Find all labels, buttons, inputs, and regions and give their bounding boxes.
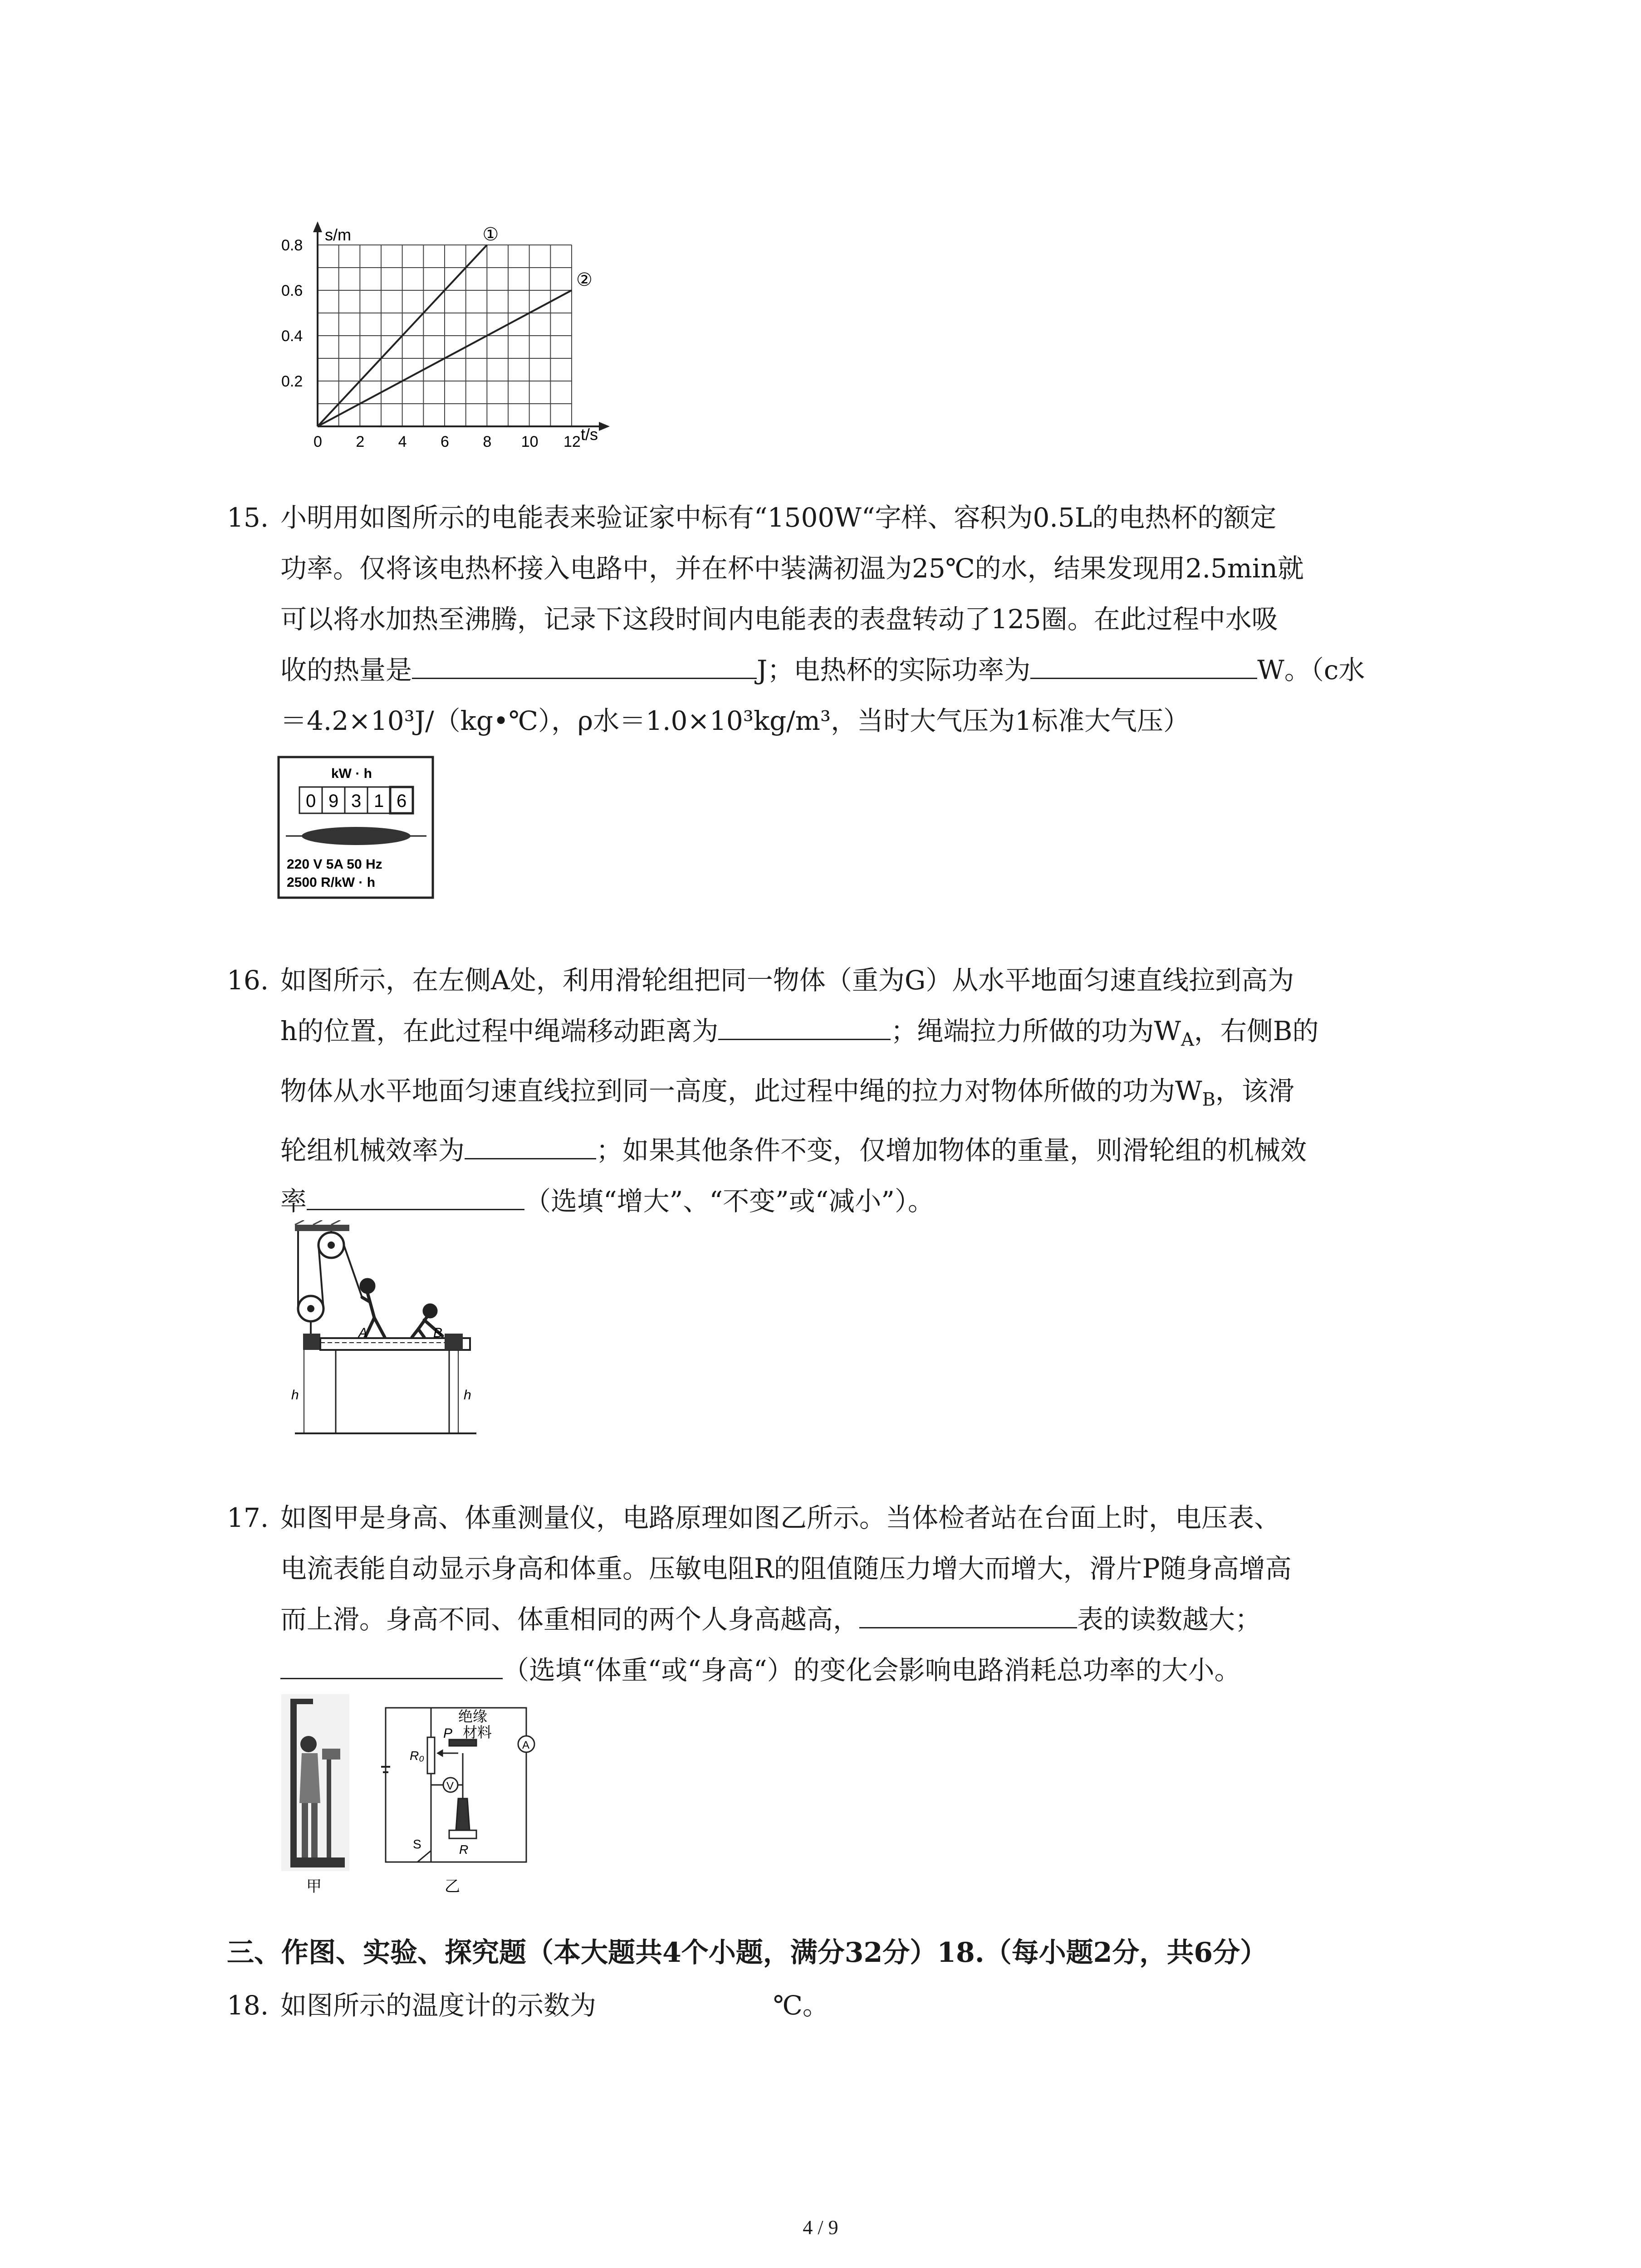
series-1-label: ① [482, 225, 499, 244]
label-h-right: h [464, 1388, 471, 1403]
q16-blank-efficiency[interactable] [465, 1131, 596, 1159]
x-tick-labels [314, 433, 581, 449]
meter-digit-3: 3 [351, 791, 362, 811]
question-16-number: 16. [227, 965, 269, 996]
meter-digit-5: 6 [397, 791, 407, 811]
meter-digits [299, 787, 413, 813]
meter-spec-1: 220 V 5A 50 Hz [287, 857, 382, 872]
q17-line-4 [280, 1645, 1505, 1696]
meter-rotating-disc [302, 827, 411, 845]
q15-line-4-a: 收的热量是 [280, 655, 412, 685]
q16-line-3-b: ，该滑 [1215, 1075, 1295, 1106]
q18-text-b: ℃。 [773, 1990, 829, 2021]
label-A: A [358, 1325, 368, 1340]
x-tick-label: 12 [563, 433, 581, 449]
y-tick-label: 0.4 [281, 327, 303, 345]
q15-line-5: ＝4.2×10³J/（kg•℃），ρ水＝1.0×10³kg/m³，当时大气压为1标准大气压） [280, 705, 1190, 736]
st-graph [254, 213, 617, 449]
q17-line-3-a: 而上滑。身高不同、体重相同的两个人身高越高， [280, 1604, 860, 1635]
graph-grid [318, 245, 572, 426]
q16-sub-B: B [1202, 1089, 1216, 1110]
q17-line-1: 如图甲是身高、体重测量仪，电路原理如图乙所示。当体检者站在台面上时，电压表、 [280, 1502, 1281, 1533]
question-18-text [280, 1980, 1505, 2031]
q16-line-1: 如图所示，在左侧A处，利用滑轮组把同一物体（重为G）从水平地面匀速直线拉到高为 [280, 965, 1294, 996]
q15-line-3: 可以将水加热至沸腾，记录下这段时间内电能表的表盘转动了125圈。在此过程中水吸 [280, 604, 1278, 635]
y-tick-label: 0.2 [281, 373, 303, 390]
q16-line-4-b: ；如果其他条件不变，仅增加物体的重量，则滑轮组的机械效 [596, 1135, 1307, 1166]
q16-blank-distance[interactable] [718, 1012, 891, 1040]
question-17-text [280, 1492, 1505, 1696]
q17-line-2: 电流表能自动显示身高和体重。压敏电阻R的阻值随压力增大而增大，滑片P随身高增高 [280, 1553, 1292, 1584]
q16-line-3-a: 物体从水平地面匀速直线拉到同一高度，此过程中绳的拉力对物体所做的功为W [280, 1075, 1202, 1106]
question-15-number: 15. [227, 502, 269, 533]
resistor-R [449, 1830, 476, 1838]
y-axis-arrow [313, 221, 322, 232]
label-insulation-1: 绝缘 [458, 1708, 488, 1725]
x-axis-label: t/s [581, 425, 598, 444]
series-2-label: ② [576, 270, 593, 290]
ceiling [295, 1225, 349, 1231]
q15-line-4 [280, 645, 1505, 695]
y-tick-labels [281, 237, 303, 390]
question-17-number: 17. [227, 1502, 269, 1533]
label-insulation-2: 材料 [463, 1724, 492, 1740]
q17-blank-factor[interactable] [280, 1651, 503, 1679]
y-axis-label: s/m [325, 225, 351, 244]
q15-blank-heat[interactable] [412, 650, 757, 679]
q16-line-5-b: （选填“增大”、“不变”或“减小”）。 [524, 1186, 934, 1217]
q17-line-3-b: 表的读数越大； [1077, 1604, 1262, 1635]
q16-line-2 [280, 1006, 1505, 1066]
label-jia: 甲 [306, 1878, 322, 1895]
photo-jia [281, 1694, 349, 1871]
x-tick-label: 4 [398, 433, 407, 449]
x-tick-label: 8 [483, 433, 492, 449]
q15-line-4-c: W。（c水 [1257, 655, 1365, 685]
meter-spec-2: 2500 R/kW · h [287, 875, 376, 890]
q16-blank-change[interactable] [307, 1182, 524, 1210]
question-16-text [280, 955, 1505, 1227]
question-15-text [280, 492, 1505, 746]
y-tick-label: 0.8 [281, 237, 303, 254]
label-R0: R₀ [410, 1749, 425, 1763]
y-tick-label: 0.6 [281, 282, 303, 299]
page-number: 4 / 9 [803, 2216, 838, 2239]
question-18-number: 18. [227, 1990, 269, 2021]
q16-sub-A: A [1181, 1029, 1194, 1051]
label-S: S [413, 1837, 421, 1851]
q16-line-5 [280, 1176, 1505, 1227]
label-h-left: h [291, 1388, 299, 1403]
height-weight-figure [281, 1694, 535, 1898]
electric-meter-figure [277, 755, 436, 900]
object-left [303, 1334, 320, 1350]
pulley-figure [286, 1220, 481, 1442]
object-right [445, 1334, 463, 1350]
label-P: P [443, 1726, 453, 1741]
q15-line-4-b: J；电热杯的实际功率为 [757, 655, 1031, 685]
meter-digit-2: 9 [328, 791, 339, 811]
q16-line-4-a: 轮组机械效率为 [280, 1135, 465, 1166]
label-R: R [459, 1843, 469, 1857]
x-tick-label: 6 [441, 433, 449, 449]
x-axis-arrow [599, 422, 610, 431]
meter-unit: kW · h [331, 766, 372, 781]
q15-line-2: 功率。仅将该电热杯接入电路中，并在杯中装满初温为25℃的水，结果发现用2.5min就 [280, 553, 1304, 584]
q17-line-4-b: （选填“体重“或“身高“）的变化会影响电路消耗总功率的大小。 [503, 1655, 1241, 1686]
x-tick-label: 10 [521, 433, 539, 449]
q17-line-3 [280, 1594, 1505, 1645]
meter-digit-4: 1 [374, 791, 384, 811]
q16-line-5-a: 率 [280, 1186, 307, 1217]
resistor-R0 [427, 1737, 435, 1774]
label-V: V [446, 1780, 454, 1792]
q18-text-a: 如图所示的温度计的示数为 [280, 1990, 597, 2021]
q15-line-1: 小明用如图所示的电能表来验证家中标有“1500W“字样、容积为0.5L的电热杯的额定 [280, 502, 1277, 533]
q16-line-2-b: ；绳端拉力所做的功为W [891, 1016, 1181, 1046]
label-yi: 乙 [445, 1878, 460, 1895]
meter-digit-1: 0 [306, 791, 316, 811]
q16-line-4 [280, 1125, 1505, 1176]
x-tick-label: 2 [356, 433, 365, 449]
q17-blank-meter[interactable] [859, 1600, 1077, 1628]
rope-3 [344, 1245, 362, 1297]
q16-line-3 [280, 1066, 1505, 1125]
label-B: B [433, 1325, 443, 1340]
label-A-meter: A [522, 1739, 530, 1751]
x-tick-label: 0 [314, 433, 322, 449]
q16-line-2-c: ，右侧B的 [1194, 1016, 1319, 1046]
section-3-title: 三、作图、实验、探究题（本大题共4个小题，满分32分）18.（每小题2分，共6分） [227, 1937, 1268, 1969]
q16-line-2-a: h的位置，在此过程中绳端移动距离为 [280, 1016, 719, 1046]
q15-blank-power[interactable] [1030, 650, 1257, 679]
